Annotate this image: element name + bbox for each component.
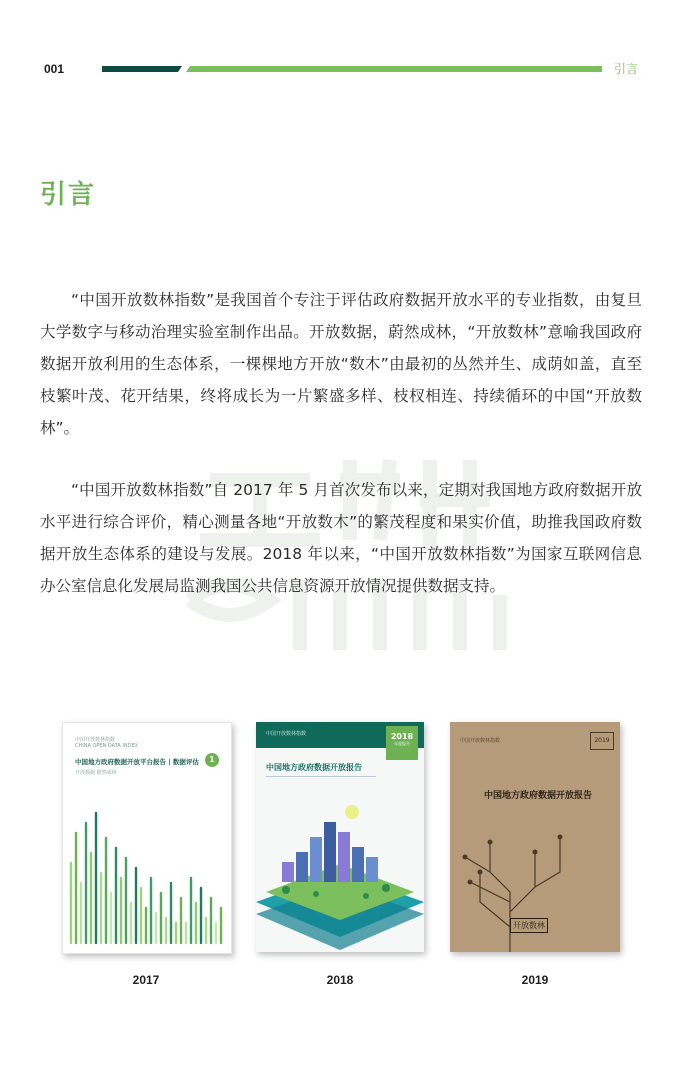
report-cover-2018 [256,722,424,952]
cover-subtitle: 开放数据 蔚然成林 [75,770,117,776]
section-label: 引言 [614,62,639,76]
cover-logo: 中国开放数林指数 CHINA OPEN DATA INDEX [75,737,139,749]
report-cover-2019 [450,722,620,952]
cover-logo: 中国开放数林指数 [460,738,501,744]
city-illustration [256,792,424,952]
report-cover-2017 [62,722,232,954]
intro-paragraph-1: “中国开放数林指数”是我国首个专注于评估政府数据开放水平的专业指数，由复旦大学数字与移动治理实验室制作出品。开放数据，蔚然成林，“开放数林”意喻我国政府数据开放利用的生态体系，一棵棵地方开放“数木”由最初的丛然并生、成荫如盖，直至枝繁叶茂、花开结果，终将成长为一片繁盛多样、枝杈相连、持续循环的中国“开放数林”。 [40,291,642,437]
cover-badge: 2018 [390,732,414,741]
cover-title: 中国地方政府数据开放报告 [484,791,593,801]
cover-title: 中国地方政府数据开放平台报告 | 数据评估 [75,758,199,766]
cover-year-2018: 2018 [326,973,354,987]
page-title: 引言 [40,180,97,210]
cover-title: 中国地方政府数据开放报告 [266,763,362,772]
cover-badge: 1 [205,753,219,767]
cover-badge-sub: 年度报告 [394,741,410,746]
cover-badge: 2019 [590,732,614,750]
bar-pattern [63,783,231,953]
cover-year-2017: 2017 [132,973,160,987]
header-divider [102,66,602,72]
cover-emblem: 开放数林 [510,918,548,933]
cover-year-2019: 2019 [521,973,549,987]
intro-paragraph-2: “中国开放数林指数”自 2017 年 5 月首次发布以来，定期对我国地方政府数据开放水平进行综合评价，精心测量各地“开放数木”的繁茂程度和果实价值，助推我国政府数据开放生态体系的建设与发展。2018 年以来，“中国开放数林指数”为国家互联网信息办公室信息化发展局监测我国公共信息资源开放情况提供数据支持。 [40,481,642,595]
cover-logo: 中国开放数林指数 [266,731,307,737]
page-number: 001 [44,62,65,76]
